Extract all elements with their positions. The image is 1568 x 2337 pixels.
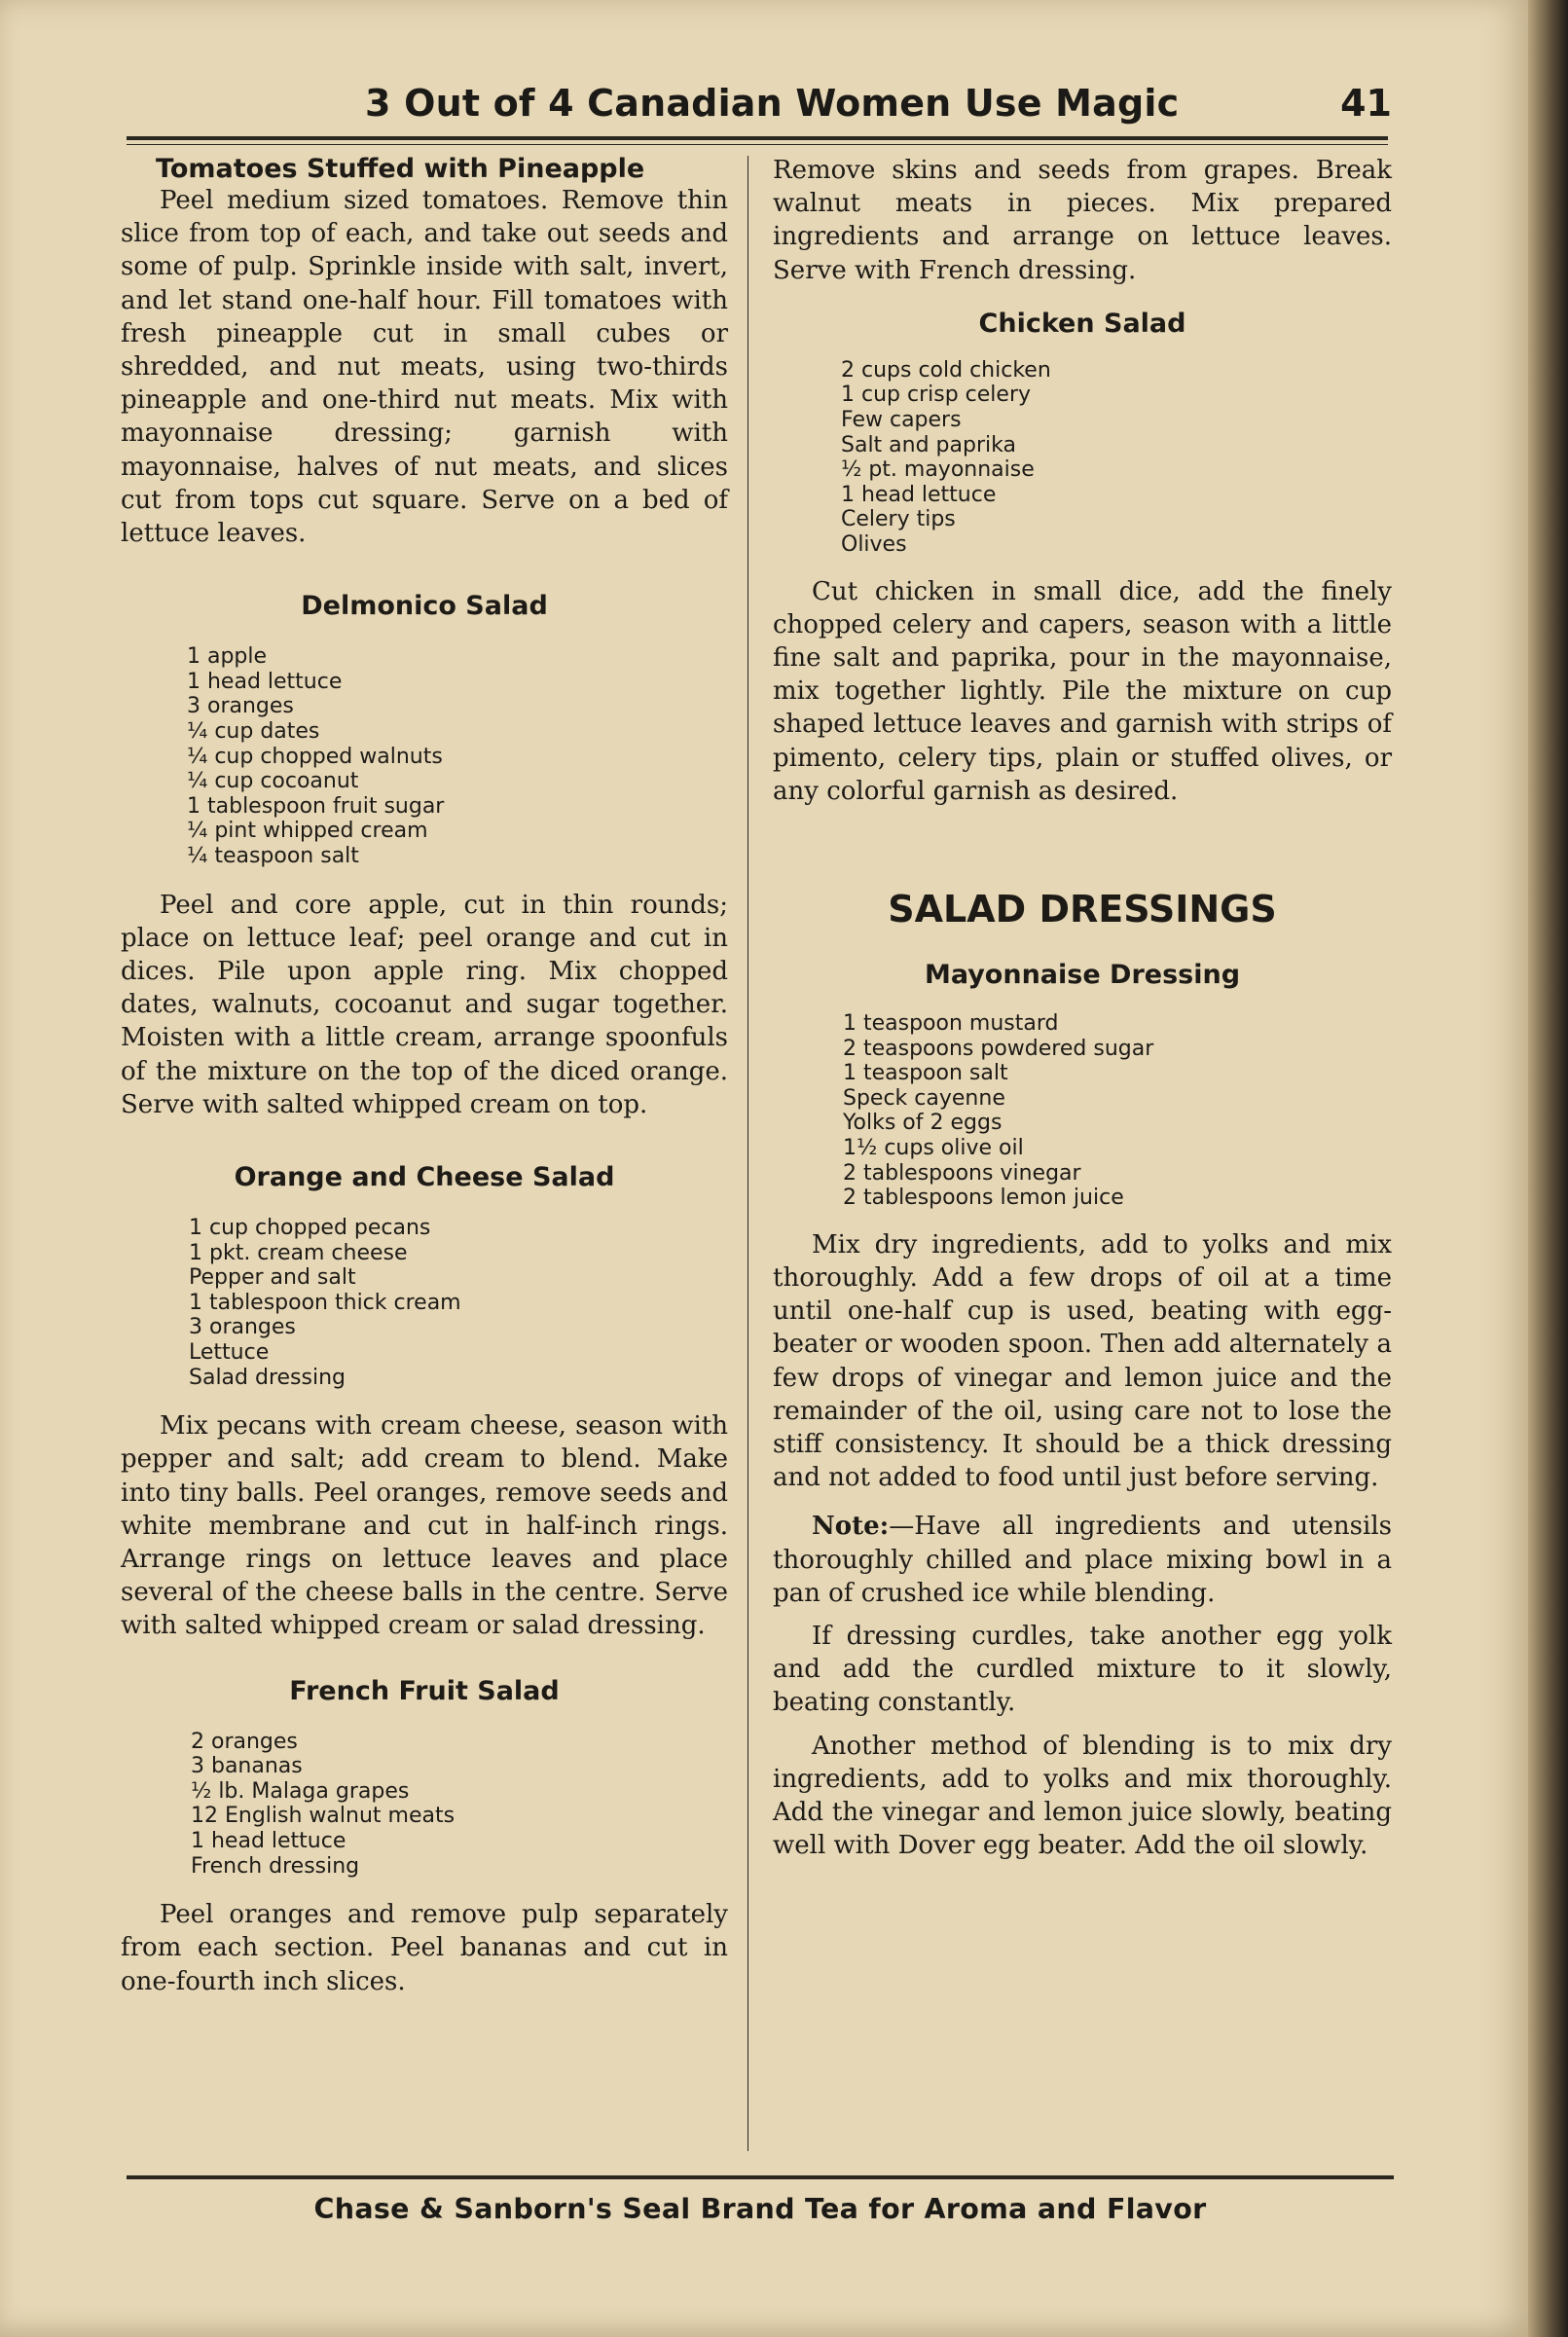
ingredient-item: 1 pkt. cream cheese — [189, 1240, 408, 1265]
ingredient-item: 2 tablespoons lemon juice — [843, 1186, 1124, 1211]
ingredient-item: 12 English walnut meats — [191, 1804, 456, 1829]
ingredient-item: 1 head lettuce — [191, 1828, 346, 1853]
ingredient-item: 1 tablespoon fruit sugar — [187, 793, 445, 819]
ingredient-item: ½ pt. mayonnaise — [841, 457, 1035, 483]
ingredient-item: 1 cup crisp celery — [841, 383, 1032, 408]
ingredient-item: Salt and paprika — [841, 432, 1016, 457]
recipe-text-orange-cheese: Mix pecans with cream cheese, season with pepper and salt; add cream to blend. Make into tiny balls. Peel oranges, remove seeds and white membrane and cut in half-inch rings. Arrange rings on lettuce leaves and place several of the cheese balls in the centre. Serve with salted whipped cream or salad dressing. — [121, 1411, 728, 1641]
ingredient-list-orange-cheese — [121, 1216, 728, 1390]
ingredient-item: Celery tips — [841, 507, 956, 532]
note-label: Note: — [812, 1512, 890, 1542]
ingredient-item: 1 tablespoon thick cream — [189, 1290, 461, 1315]
ingredient-item: 1 cup chopped pecans — [189, 1216, 431, 1240]
ingredient-item: French dressing — [191, 1853, 360, 1879]
ingredient-item: ½ lb. Malaga grapes — [191, 1778, 410, 1804]
ingredient-item: ¼ cup cocoanut — [187, 769, 359, 794]
header-rule — [127, 136, 1388, 140]
recipe-text-mayonnaise-2: If dressing curdles, take another egg yolk and add the curdled mixture to it slowly, beating constantly. — [773, 1621, 1392, 1718]
page-title: 3 Out of 4 Canadian Women Use Magic — [365, 82, 1180, 125]
note-text: —Have all ingredients and utensils thoroughly chilled and place mixing bowl in a pan of crushed ice while blending. — [773, 1512, 1392, 1608]
recipe-text-french-fruit: Peel oranges and remove pulp separately from each section. Peel bananas and cut in one-fourth inch slices. — [121, 1900, 728, 1996]
page-footer: Chase & Sanborn's Seal Brand Tea for Aroma and Flavor — [313, 2193, 1207, 2225]
recipe-title-mayonnaise: Mayonnaise Dressing — [924, 959, 1241, 990]
header-rule-thin — [127, 144, 1388, 145]
recipe-text-mayonnaise-3: Another method of blending is to mix dry ingredients, add to yolks and mix thoroughly. Add the vinegar and lemon juice slowly, beating well with Dover egg beater. Add the oil slowly. — [773, 1731, 1392, 1861]
ingredient-item: ¼ cup chopped walnuts — [187, 744, 443, 769]
footer-rule — [127, 2175, 1394, 2179]
ingredient-item: 2 oranges — [191, 1729, 298, 1754]
ingredient-item: Few capers — [841, 408, 962, 432]
recipe-title-chicken: Chicken Salad — [978, 308, 1186, 339]
ingredient-item: Yolks of 2 eggs — [843, 1111, 1003, 1136]
recipe-title-tomatoes: Tomatoes Stuffed with Pineapple — [156, 154, 645, 184]
page-number: 41 — [1340, 82, 1392, 125]
ingredient-list-chicken — [773, 358, 1392, 558]
ingredient-item: ¼ teaspoon salt — [187, 843, 359, 868]
ingredient-item: 1 apple — [187, 644, 268, 670]
recipe-text-tomatoes: Peel medium sized tomatoes. Remove thin slice from top of each, and take out seeds and some of pulp. Sprinkle inside with salt, invert, and let stand one-half hour. Fill tomatoes with fresh pineapple cut in small cubes or shredded, and nut meats, using two-thirds pineapple and one-third nut meats. Mix with mayonnaise dressing; garnish with mayonnaise, halves of nut meats, and slices cut from tops cut square. Serve on a bed of lettuce leaves. — [121, 186, 728, 549]
recipe-text-delmonico: Peel and core apple, cut in thin rounds; place on lettuce leaf; peel orange and cut in dices. Pile upon apple ring. Mix chopped dates, walnuts, cocoanut and sugar together. Moisten with a little cream, arrange spoonfuls of the mixture on the top of the diced orange. Serve with salted whipped cream on top. — [121, 890, 728, 1119]
ingredient-item: 1 head lettuce — [841, 482, 997, 507]
ingredient-item: ¼ cup dates — [187, 719, 320, 745]
ingredient-item: ¼ pint whipped cream — [187, 819, 428, 844]
ingredient-item: 3 oranges — [189, 1315, 296, 1340]
recipe-title-delmonico: Delmonico Salad — [301, 591, 548, 622]
ingredient-item: Speck cayenne — [843, 1085, 1005, 1111]
recipe-text-chicken: Cut chicken in small dice, add the finely chopped celery and capers, season with a little fine salt and paprika, pour in the mayonnaise, mix together lightly. Pile the mixture on cup shaped lettuce leaves and garnish with strips of pimento, celery tips, plain or stuffed olives, or any colorful garnish as desired. — [773, 576, 1392, 806]
ingredient-list-french-fruit — [121, 1730, 728, 1880]
ingredient-item: 2 cups cold chicken — [841, 357, 1051, 383]
page-header — [127, 82, 1392, 140]
recipe-text-french-fruit-continued: Remove skins and seeds from grapes. Break walnut meats in pieces. Mix prepared ingredients and arrange on lettuce leaves. Serve with French dressing. — [773, 156, 1392, 285]
ingredient-item: 3 oranges — [187, 694, 294, 719]
recipe-title-orange-cheese: Orange and Cheese Salad — [234, 1162, 615, 1192]
ingredient-item: 1 head lettuce — [187, 669, 343, 694]
ingredient-item: 1½ cups olive oil — [843, 1135, 1024, 1160]
recipe-text-mayonnaise-1: Mix dry ingredients, add to yolks and mix thoroughly. Add a few drops of oil at a time until one-half cup is used, beating with egg-beater or wooden spoon. Then add alternately a few drops of vinegar and lemon juice and the remainder of the oil, using care not to lose the stiff consistency. It should be a thick dressing and not added to food until just before serving. — [773, 1229, 1392, 1493]
ingredient-item: 2 teaspoons powdered sugar — [843, 1036, 1154, 1061]
ingredient-list-delmonico — [121, 644, 728, 868]
left-column — [121, 154, 728, 1998]
ingredient-item: 3 bananas — [191, 1754, 303, 1779]
page-edge — [1528, 0, 1568, 2337]
ingredient-item: Salad dressing — [189, 1365, 346, 1390]
recipe-note-mayonnaise — [773, 1510, 1392, 1610]
ingredient-list-mayonnaise — [773, 1011, 1392, 1211]
ingredient-item: 1 teaspoon mustard — [843, 1010, 1059, 1036]
ingredient-item: Olives — [841, 531, 907, 557]
ingredient-item: Pepper and salt — [189, 1265, 356, 1291]
ingredient-item: Lettuce — [189, 1339, 270, 1365]
recipe-title-french-fruit: French Fruit Salad — [289, 1675, 560, 1706]
right-column — [773, 154, 1392, 1862]
ingredient-item: 2 tablespoons vinegar — [843, 1160, 1081, 1186]
section-title-salad-dressings: SALAD DRESSINGS — [888, 887, 1277, 931]
ingredient-item: 1 teaspoon salt — [843, 1061, 1008, 1086]
